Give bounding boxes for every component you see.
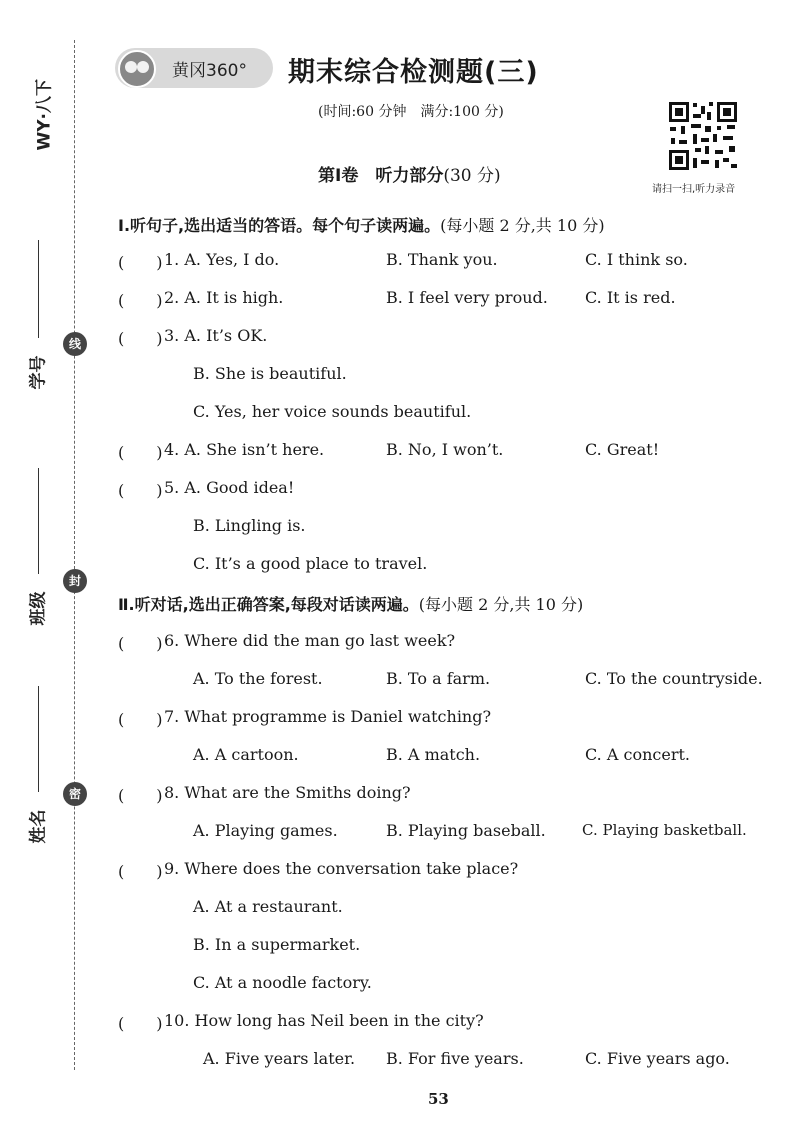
page-number: 53: [428, 1090, 449, 1108]
q4-option-a: [164, 440, 324, 459]
q7-option-c: C. A concert.: [585, 745, 690, 764]
answer-blank-8[interactable]: ( ): [118, 786, 163, 805]
q2-option-b: B. I feel very proud.: [386, 288, 548, 307]
q9-stem: 9. Where does the conversation take place?: [164, 859, 519, 878]
q7-stem: 7. What programme is Daniel watching?: [164, 707, 492, 726]
answer-blank-5[interactable]: ( ): [118, 481, 163, 500]
name-blank[interactable]: [38, 686, 39, 792]
answer-blank-7[interactable]: ( ): [118, 710, 163, 729]
section1-heading: [118, 213, 605, 236]
mascot-logo-icon: [118, 50, 156, 88]
q8-stem: 8. What are the Smiths doing?: [164, 783, 411, 802]
q3-option-c: C. Yes, her voice sounds beautiful.: [193, 402, 472, 421]
student-id-blank[interactable]: [38, 240, 39, 338]
qr-code-icon[interactable]: [667, 100, 739, 172]
q3-number: 3.: [164, 326, 180, 345]
seal-line-mark: 线: [63, 332, 87, 356]
qr-caption: 请扫一扫,听力录音: [652, 184, 736, 195]
q6-option-b: B. To a farm.: [386, 669, 491, 688]
q1-a: A. Yes, I do.: [184, 250, 280, 269]
answer-blank-9[interactable]: ( ): [118, 862, 163, 881]
q9-option-b: B. In a supermarket.: [193, 935, 361, 954]
name-label: 姓名: [28, 809, 49, 844]
q7-option-a: A. A cartoon.: [193, 745, 299, 764]
q8-option-a: A. Playing games.: [193, 821, 338, 840]
part-title: [318, 161, 501, 186]
q1-option-c: C. I think so.: [585, 250, 688, 269]
answer-blank-6[interactable]: ( ): [118, 634, 163, 653]
section2-score: (每小题 2 分,共 10 分): [418, 595, 584, 614]
series-label: WY·八下: [34, 78, 55, 151]
answer-blank-2[interactable]: ( ): [118, 291, 163, 310]
q5-option-b: B. Lingling is.: [193, 516, 306, 535]
brand-name: 黄冈360°: [172, 61, 247, 81]
answer-blank-10[interactable]: ( ): [118, 1014, 163, 1033]
exam-time-score: (时间:60 分钟 满分:100 分): [318, 104, 504, 120]
part-score: (30 分): [443, 166, 501, 186]
student-id-label: 学号: [28, 355, 49, 390]
answer-blank-4[interactable]: ( ): [118, 443, 163, 462]
q10-option-b: B. For five years.: [386, 1049, 524, 1068]
q3-a: A. It’s OK.: [184, 326, 268, 345]
class-blank[interactable]: [38, 468, 39, 574]
q10-stem: 10. How long has Neil been in the city?: [164, 1011, 484, 1030]
q6-option-c: C. To the countryside.: [585, 669, 763, 688]
q1-option-a: [164, 250, 279, 269]
q4-option-c: C. Great!: [585, 440, 660, 459]
part-title-text: 第Ⅰ卷 听力部分: [318, 166, 444, 186]
section1-score: (每小题 2 分,共 10 分): [440, 216, 605, 235]
q5-number: 5.: [164, 478, 180, 497]
section1-title: Ⅰ.听句子,选出适当的答语。每个句子读两遍。: [118, 216, 441, 235]
q1-option-b: B. Thank you.: [386, 250, 498, 269]
answer-blank-1[interactable]: ( ): [118, 253, 163, 272]
q4-option-b: B. No, I won’t.: [386, 440, 504, 459]
answer-blank-3[interactable]: ( ): [118, 329, 163, 348]
q3-option-a: [164, 326, 267, 345]
q1-number: 1.: [164, 250, 180, 269]
section2-title: Ⅱ.听对话,选出正确答案,每段对话读两遍。: [118, 595, 419, 614]
seal-seal-mark: 封: [63, 569, 87, 593]
q3-option-b: B. She is beautiful.: [193, 364, 347, 383]
q8-option-c: C. Playing basketball.: [582, 821, 747, 839]
binding-dashed-line: [74, 40, 75, 1070]
q10-option-a: A. Five years later.: [203, 1049, 356, 1068]
q5-a: A. Good idea!: [184, 478, 295, 497]
q6-option-a: A. To the forest.: [193, 669, 323, 688]
q2-option-a: [164, 288, 283, 307]
q6-stem: 6. Where did the man go last week?: [164, 631, 456, 650]
section2-heading: [118, 592, 583, 615]
q8-option-b: B. Playing baseball.: [386, 821, 546, 840]
class-label: 班级: [28, 591, 49, 626]
seal-dense-mark: 密: [63, 782, 87, 806]
q4-a: A. She isn’t here.: [184, 440, 325, 459]
q9-option-a: A. At a restaurant.: [193, 897, 343, 916]
q4-number: 4.: [164, 440, 180, 459]
q2-a: A. It is high.: [184, 288, 284, 307]
exam-title: 期末综合检测题(三): [288, 57, 539, 88]
q10-option-c: C. Five years ago.: [585, 1049, 730, 1068]
q5-option-a: [164, 478, 294, 497]
q9-option-c: C. At a noodle factory.: [193, 973, 372, 992]
q5-option-c: C. It’s a good place to travel.: [193, 554, 428, 573]
q7-option-b: B. A match.: [386, 745, 481, 764]
q2-option-c: C. It is red.: [585, 288, 676, 307]
q2-number: 2.: [164, 288, 180, 307]
